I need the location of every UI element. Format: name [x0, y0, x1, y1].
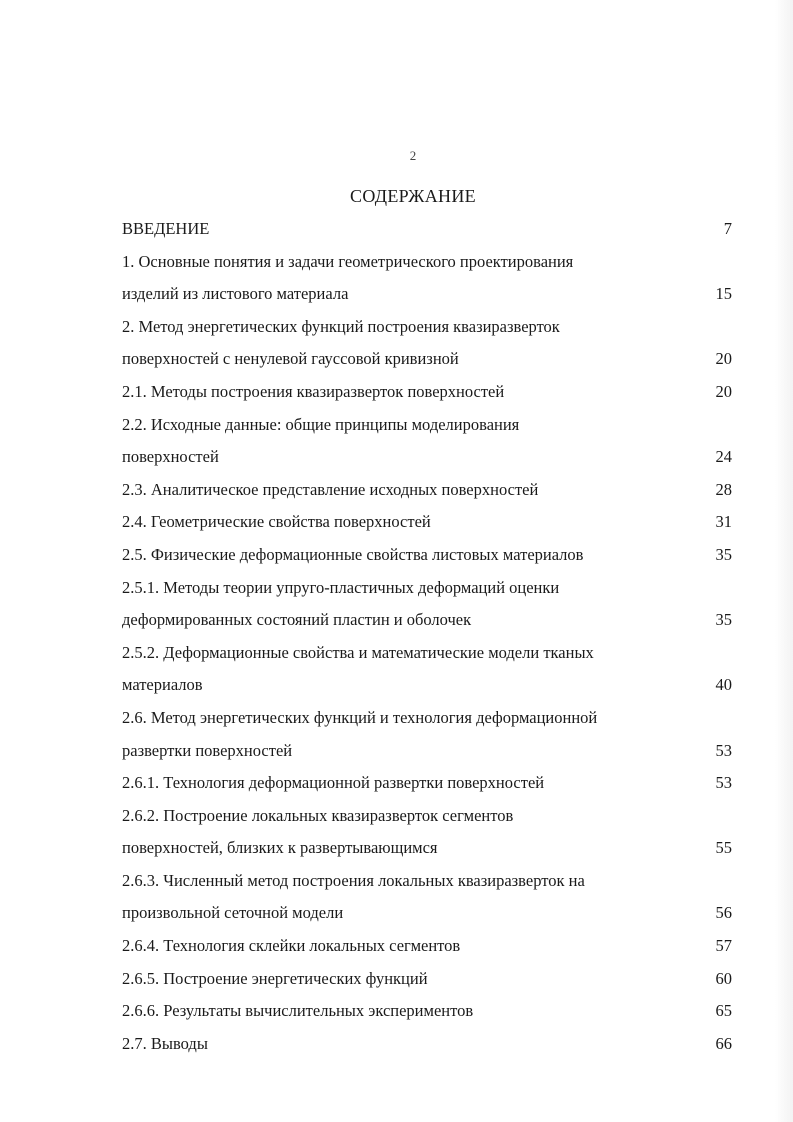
toc-entry-page: 20	[715, 349, 732, 369]
toc-entry-text: 2.6.5. Построение энергетических функций	[122, 968, 428, 988]
toc-line	[122, 409, 732, 442]
toc-line	[122, 995, 732, 1028]
toc-line	[122, 897, 732, 930]
toc-entry-text: 2.4. Геометрические свойства поверхностей	[122, 512, 431, 532]
page-number: 2	[409, 148, 417, 163]
toc-entry-text: 2. Метод энергетических функций построения квазиразверток	[122, 316, 560, 336]
toc-entry-text: 2.5.2. Деформационные свойства и математические модели тканых	[122, 642, 594, 662]
toc-entry-text: 2.7. Выводы	[122, 1033, 208, 1053]
toc-entry-page: 20	[715, 381, 732, 401]
toc-line	[122, 311, 732, 344]
toc-entry-text: 2.6.1. Технология деформационной развертки поверхностей	[122, 773, 545, 793]
toc-entry-page: 53	[715, 773, 732, 793]
toc-entry-text: 2.6.3. Численный метод построения локальных квазиразверток на	[122, 870, 585, 890]
toc-line	[122, 1028, 732, 1061]
toc-entry-page: 35	[715, 610, 732, 630]
toc-line	[122, 376, 732, 409]
toc-line	[122, 800, 732, 833]
toc-entry-text: материалов	[122, 675, 203, 695]
toc-entry-text: 2.1. Методы построения квазиразверток поверхностей	[122, 381, 505, 401]
toc-line	[122, 735, 732, 768]
toc-entry-page: 57	[715, 936, 732, 956]
toc-line	[122, 604, 732, 637]
toc-entry-text: 1. Основные понятия и задачи геометрического проектирования	[122, 251, 574, 271]
toc-line	[122, 832, 732, 865]
toc-line	[122, 767, 732, 800]
toc-line	[122, 246, 732, 279]
toc-entry-page: 56	[715, 903, 732, 923]
toc-line	[122, 669, 732, 702]
toc-line	[122, 702, 732, 735]
toc-entry-page: 53	[715, 740, 732, 760]
toc-entry-text: поверхностей	[122, 447, 219, 467]
toc-entry-text: 2.2. Исходные данные: общие принципы моделирования	[122, 414, 520, 434]
toc-entry-page: 15	[715, 284, 732, 304]
toc-entry-page: 31	[715, 512, 732, 532]
toc-line	[122, 506, 732, 539]
table-of-contents	[122, 213, 732, 1060]
toc-entry-page: 60	[715, 968, 732, 988]
toc-line	[122, 539, 732, 572]
toc-line	[122, 637, 732, 670]
toc-entry-text: поверхностей с ненулевой гауссовой кривизной	[122, 349, 459, 369]
toc-entry-page: 24	[715, 447, 732, 467]
toc-entry-page: 7	[723, 219, 732, 238]
toc-entry-page: 55	[715, 838, 732, 858]
toc-line	[122, 278, 732, 311]
toc-entry-page: 40	[715, 675, 732, 695]
toc-line	[122, 343, 732, 376]
toc-line	[122, 963, 732, 996]
toc-line	[122, 930, 732, 963]
toc-entry-text: развертки поверхностей	[122, 740, 293, 760]
toc-entry-text: ВВЕДЕНИЕ	[122, 219, 210, 238]
toc-entry-text: изделий из листового материала	[122, 284, 349, 304]
toc-entry-text: 2.6.2. Построение локальных квазиразверток сегментов	[122, 805, 514, 825]
toc-line	[122, 441, 732, 474]
toc-line	[122, 865, 732, 898]
toc-entry-text: деформированных состояний пластин и оболочек	[122, 610, 472, 630]
toc-line	[122, 213, 732, 246]
toc-entry-page: 65	[715, 1001, 732, 1021]
toc-entry-page: 28	[715, 479, 732, 499]
toc-title: СОДЕРЖАНИЕ	[350, 186, 476, 206]
toc-entry-text: 2.3. Аналитическое представление исходных поверхностей	[122, 479, 539, 499]
toc-line	[122, 474, 732, 507]
toc-entry-page: 35	[715, 544, 732, 564]
toc-entry-text: 2.5.1. Методы теории упруго-пластичных деформаций оценки	[122, 577, 560, 597]
scan-edge-shadow	[775, 0, 793, 1122]
toc-entry-text: 2.6.4. Технология склейки локальных сегментов	[122, 936, 461, 956]
toc-entry-text: поверхностей, близких к развертывающимся	[122, 838, 438, 858]
toc-entry-text: 2.6. Метод энергетических функций и технология деформационной	[122, 707, 598, 727]
toc-entry-text: 2.6.6. Результаты вычислительных экспериментов	[122, 1001, 474, 1021]
toc-line	[122, 572, 732, 605]
toc-entry-page: 66	[715, 1033, 732, 1053]
toc-entry-text: произвольной сеточной модели	[122, 903, 344, 923]
toc-entry-text: 2.5. Физические деформационные свойства листовых материалов	[122, 544, 584, 564]
